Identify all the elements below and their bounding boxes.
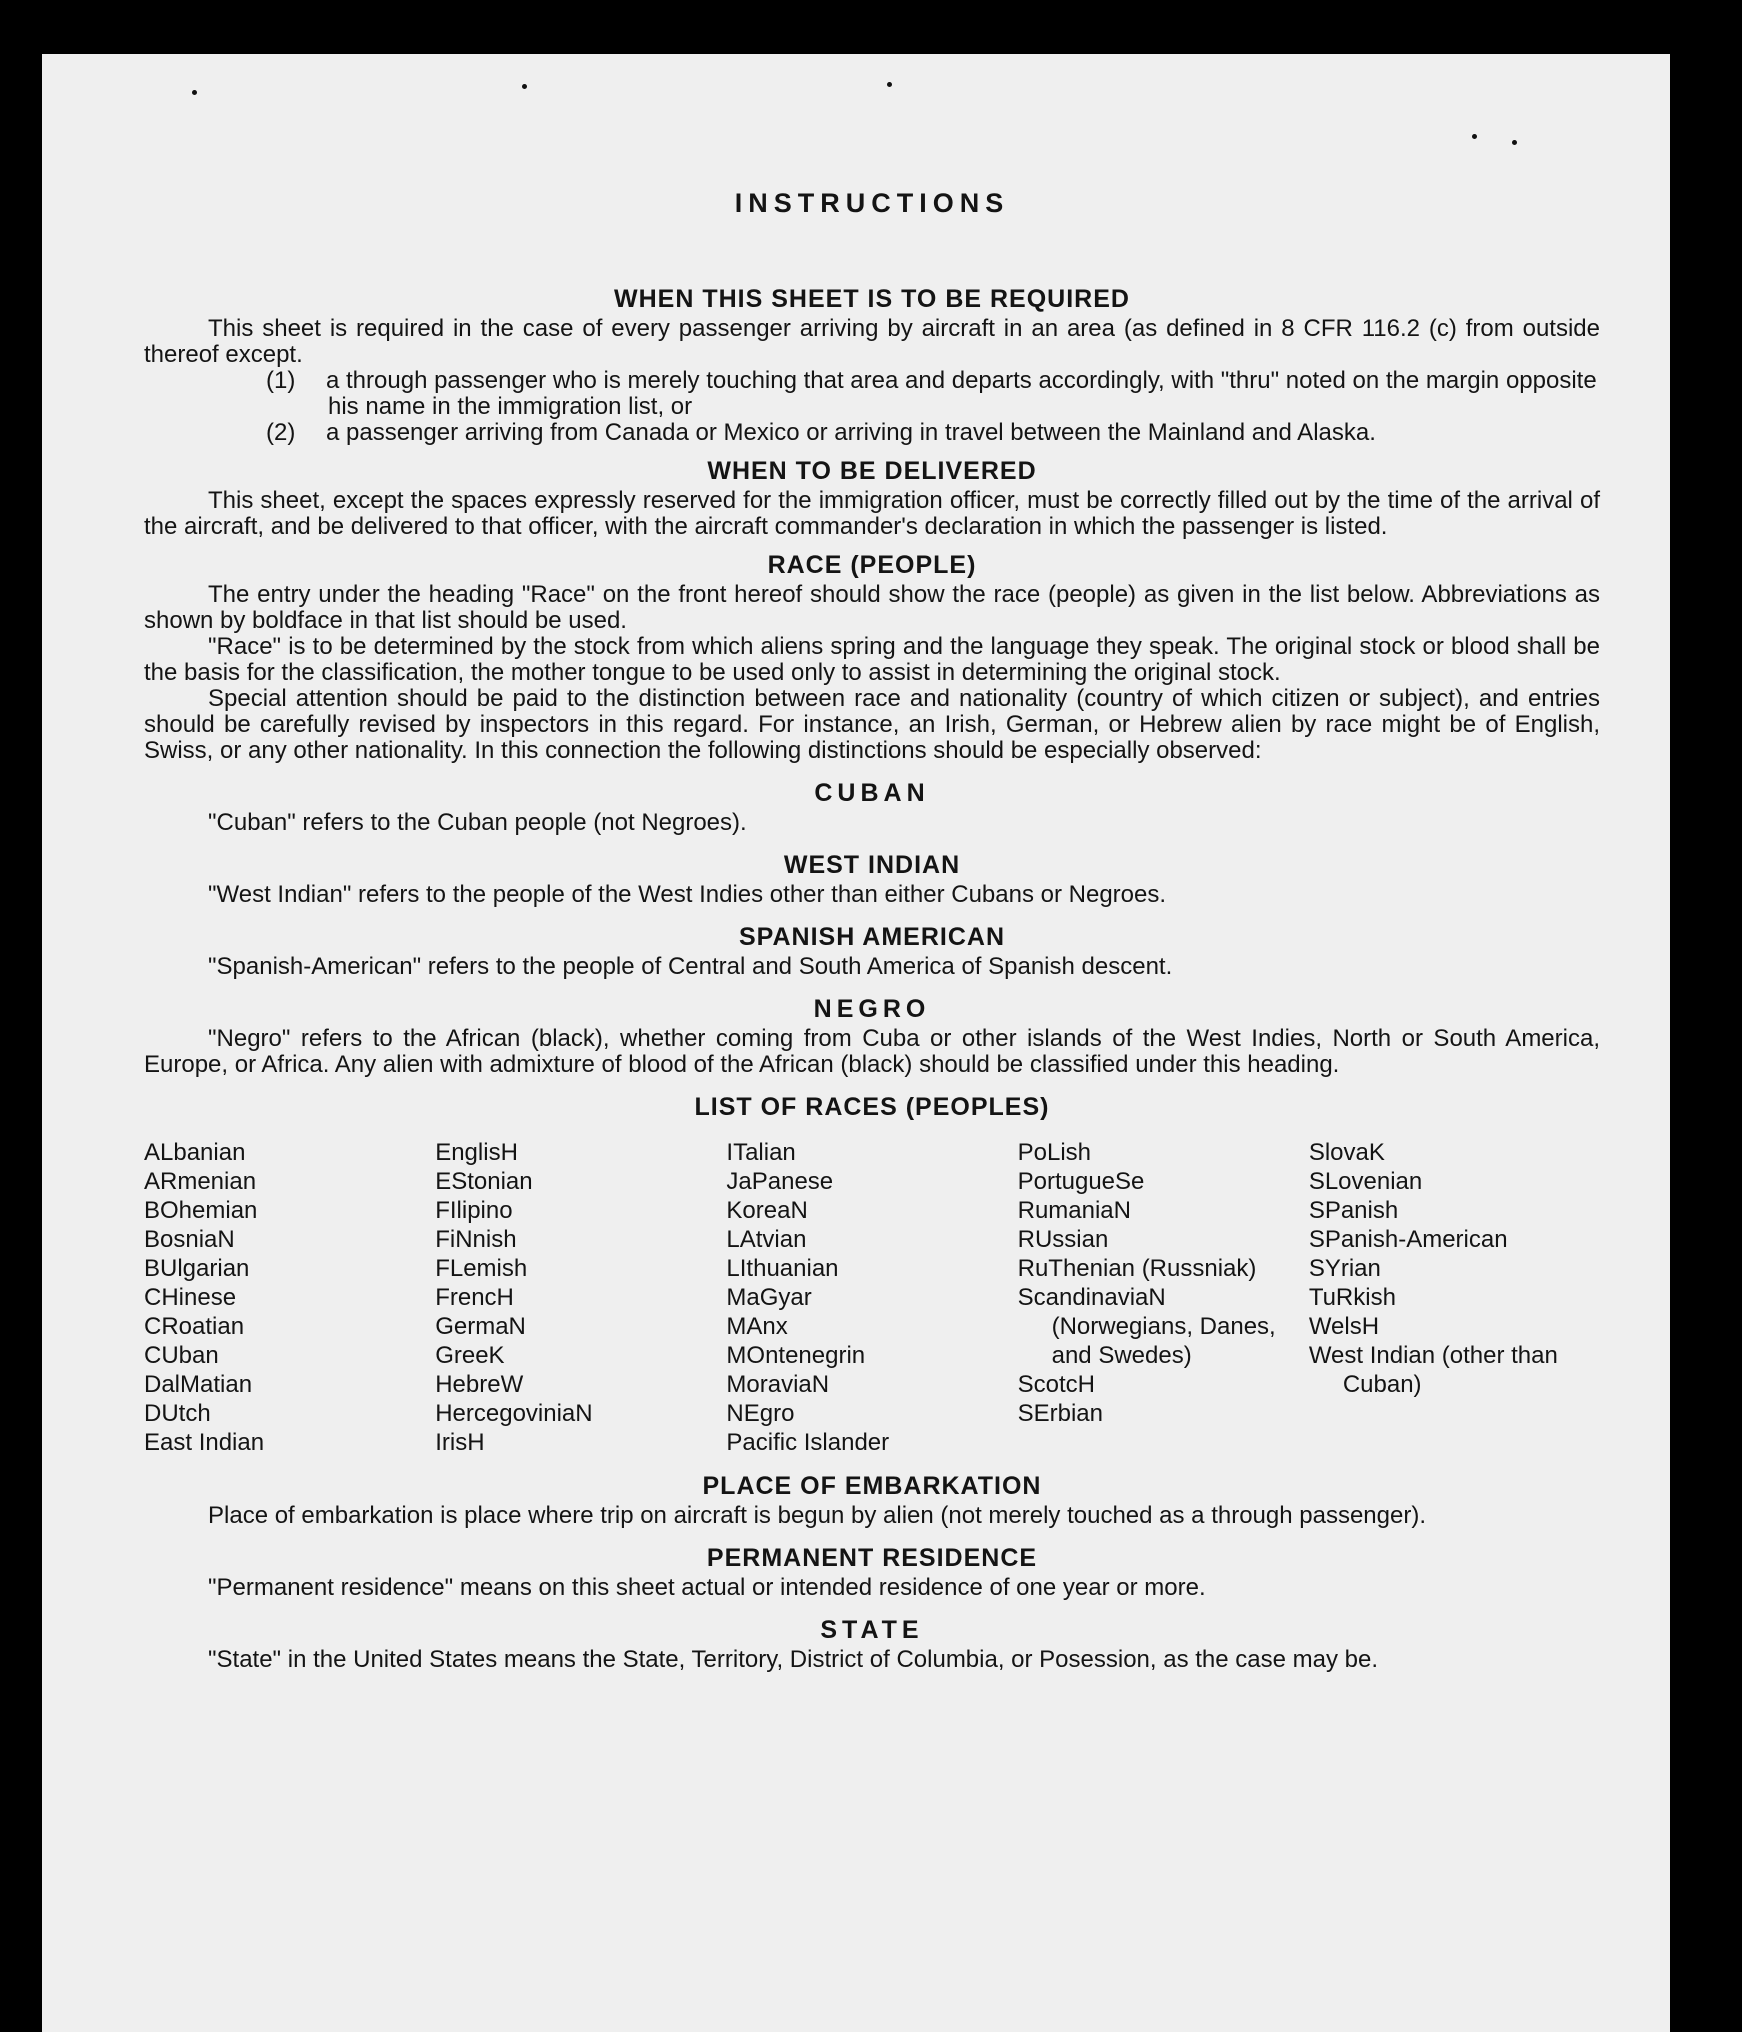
negro-heading: NEGRO	[813, 995, 931, 1023]
west-indian-heading: WEST INDIAN	[783, 851, 961, 879]
instructions-flow	[144, 282, 1600, 1673]
state-text: "State" in the United States means the State, Territory, District of Columbia, or Posession, as the case may be.	[208, 1646, 1379, 1673]
speck-mark	[1512, 140, 1517, 145]
when-delivered-heading: WHEN TO BE DELIVERED	[707, 457, 1037, 485]
race-entry: LIthuanian	[726, 1255, 839, 1282]
exception-item-2	[144, 420, 1600, 446]
race-entry: West Indian (other than Cuban)	[1308, 1342, 1558, 1398]
race-entry: RumaniaN	[1017, 1197, 1131, 1224]
speck-mark	[192, 90, 197, 95]
spanish-american-heading: SPANISH AMERICAN	[738, 923, 1005, 951]
permanent-residence-heading: PERMANENT RESIDENCE	[706, 1544, 1038, 1572]
races-column-4	[1018, 1138, 1309, 1457]
race-entry: GreeK	[435, 1342, 505, 1369]
race-heading: RACE (PEOPLE)	[767, 551, 977, 579]
race-entry: SPanish-American	[1308, 1226, 1508, 1253]
race-paragraph-2: "Race" is to be determined by the stock from which aliens spring and the language they speak. The original stock or blood shall be the basis for the classification, the mother tongue to be used only to assist in determining the original stock.	[144, 633, 1600, 686]
exception-item-1	[144, 368, 1600, 420]
race-entry: ScandinaviaN (Norwegians, Danes, and Swedes)	[1017, 1284, 1276, 1369]
race-entry: BosniaN	[144, 1226, 235, 1253]
exception-item-2-number: (2)	[266, 419, 296, 446]
race-entry: HebreW	[435, 1371, 524, 1398]
embarkation-text: Place of embarkation is place where trip on aircraft is begun by alien (not merely touched as a through passenger).	[208, 1502, 1426, 1529]
cuban-heading: CUBAN	[814, 779, 930, 807]
race-entry: EnglisH	[435, 1139, 518, 1166]
race-entry: SLovenian	[1308, 1168, 1423, 1195]
race-entry: DalMatian	[144, 1371, 253, 1398]
race-entry: ScotcH	[1017, 1371, 1095, 1398]
state-heading: STATE	[820, 1616, 924, 1644]
race-entry: ALbanian	[144, 1139, 246, 1166]
west-indian-text: "West Indian" refers to the people of the West Indies other than either Cubans or Negroes.	[208, 881, 1167, 908]
race-entry: SlovaK	[1308, 1139, 1385, 1166]
race-entry: FIlipino	[435, 1197, 513, 1224]
embarkation-heading: PLACE OF EMBARKATION	[702, 1472, 1042, 1500]
race-entry: CHinese	[144, 1284, 237, 1311]
race-entry: FrencH	[435, 1284, 514, 1311]
race-paragraph-1: The entry under the heading "Race" on the front hereof should show the race (people) as given in the list below. Abbreviations as shown by boldface in that list should be used.	[144, 581, 1600, 634]
race-entry: BUlgarian	[144, 1255, 250, 1282]
race-entry: Pacific Islander	[726, 1429, 890, 1456]
race-entry: BOhemian	[144, 1197, 258, 1224]
race-entry: East Indian	[144, 1429, 265, 1456]
speck-mark	[1472, 134, 1477, 139]
when-required-text: This sheet is required in the case of every passenger arriving by aircraft in an area (as defined in 8 CFR 116.2 (c) from outside thereof except.	[144, 315, 1600, 368]
race-entry: MAnx	[726, 1313, 788, 1340]
race-entry: ITalian	[726, 1139, 796, 1166]
cuban-text: "Cuban" refers to the Cuban people (not Negroes).	[208, 809, 747, 836]
negro-text: "Negro" refers to the African (black), whether coming from Cuba or other islands of the West Indies, North or South America, Europe, or Africa. Any alien with admixture of blood of the African (black) should be classified under this heading.	[144, 1025, 1600, 1078]
race-entry: RUssian	[1017, 1226, 1109, 1253]
races-column-1	[144, 1138, 435, 1457]
exception-item-2-text: a passenger arriving from Canada or Mexico or arriving in travel between the Mainland and Alaska.	[326, 419, 1376, 446]
race-entry: CRoatian	[144, 1313, 245, 1340]
race-entry: FLemish	[435, 1255, 528, 1282]
race-entry: EStonian	[435, 1168, 533, 1195]
races-column-2	[435, 1138, 726, 1457]
race-entry: DUtch	[144, 1400, 211, 1427]
race-entry: WelsH	[1308, 1313, 1380, 1340]
when-delivered-text: This sheet, except the spaces expressly reserved for the immigration officer, must be correctly filled out by the time of the arrival of the aircraft, and be delivered to that officer, with the aircraft commander's declaration in which the passenger is listed.	[144, 487, 1600, 540]
race-entry: MOntenegrin	[726, 1342, 866, 1369]
race-entry: MaGyar	[726, 1284, 812, 1311]
race-entry: TuRkish	[1308, 1284, 1396, 1311]
race-entry: PortugueSe	[1017, 1168, 1145, 1195]
race-entry: CUban	[144, 1342, 219, 1369]
race-paragraph-3: Special attention should be paid to the distinction between race and nationality (country of which citizen or subject), and entries should be carefully revised by inspectors in this regard. For instance, an Irish, German, or Hebrew alien by race might be of English, Swiss, or any other nationality. In this connection the following distinctions should be especially observed:	[144, 685, 1600, 764]
when-required-heading: WHEN THIS SHEET IS TO BE REQUIRED	[614, 285, 1130, 313]
race-entry: NEgro	[726, 1400, 795, 1427]
races-column-5	[1309, 1138, 1600, 1457]
speck-mark	[887, 82, 892, 87]
race-entry: MoraviaN	[726, 1371, 830, 1398]
race-entry: HercegoviniaN	[435, 1400, 593, 1427]
exception-item-1-number: (1)	[266, 367, 296, 394]
document-page	[42, 54, 1670, 2032]
race-entry: RuThenian (Russniak)	[1017, 1255, 1257, 1282]
exception-item-1-text: a through passenger who is merely touching that area and departs accordingly, with "thru" noted on the margin opposite his name in the immigration list, or	[326, 367, 1597, 420]
race-entry: SYrian	[1308, 1255, 1381, 1282]
speck-mark	[522, 84, 527, 89]
race-entry: GermaN	[435, 1313, 526, 1340]
race-entry: ARmenian	[144, 1168, 257, 1195]
race-entry: SPanish	[1308, 1197, 1399, 1224]
race-entry: SErbian	[1017, 1400, 1103, 1427]
race-entry: KoreaN	[726, 1197, 808, 1224]
permanent-residence-text: "Permanent residence" means on this sheet actual or intended residence of one year or more.	[208, 1574, 1206, 1601]
races-column-3	[726, 1138, 1017, 1457]
races-list	[144, 1138, 1600, 1457]
race-entry: JaPanese	[726, 1168, 834, 1195]
race-entry: FiNnish	[435, 1226, 517, 1253]
race-entry: IrisH	[435, 1429, 485, 1456]
instructions-title: INSTRUCTIONS	[734, 188, 1010, 218]
race-entry: PoLish	[1017, 1139, 1091, 1166]
race-entry: LAtvian	[726, 1226, 807, 1253]
list-of-races-heading: LIST OF RACES (PEOPLES)	[694, 1093, 1050, 1121]
spanish-american-text: "Spanish-American" refers to the people of Central and South America of Spanish descent.	[208, 953, 1173, 980]
